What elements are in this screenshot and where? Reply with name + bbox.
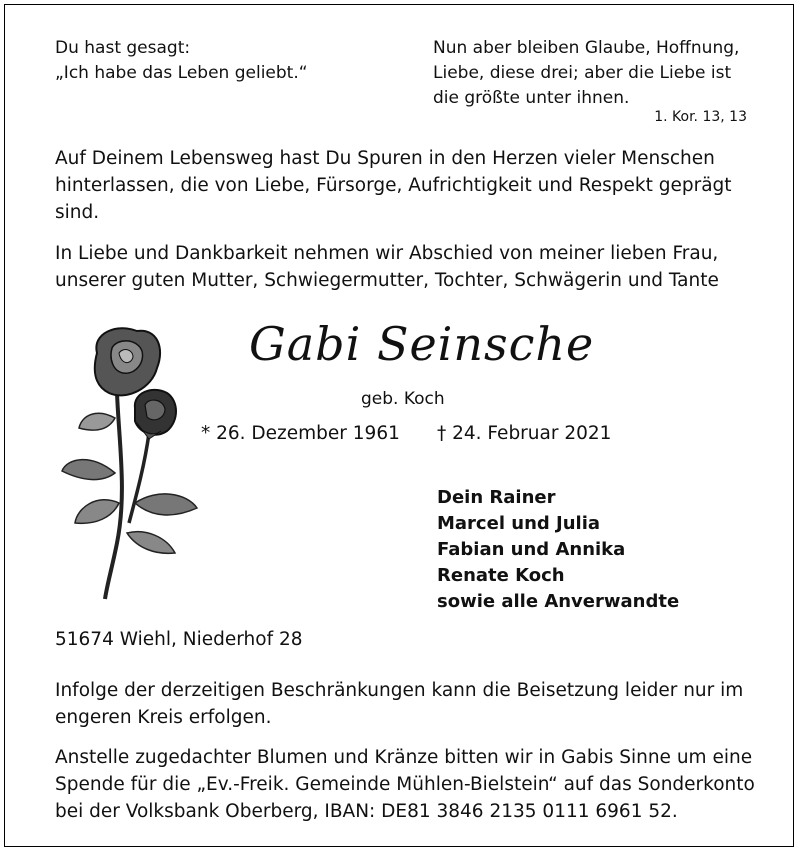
donation-line-1: Anstelle zugedachter Blumen und Kränze bitten wir in Gabis Sinne um eine [55, 747, 753, 768]
quote-right-line-3: die größte unter ihnen. [433, 88, 630, 108]
intro-line-2: hinterlassen, die von Liebe, Fürsorge, Aufrichtigkeit und Respekt geprägt [55, 175, 732, 196]
quote-left-line-1: Du hast gesagt: [55, 38, 191, 58]
mourner-2: Marcel und Julia [437, 513, 601, 534]
farewell-line-1: In Liebe und Dankbarkeit nehmen wir Abschied von meiner lieben Frau, [55, 243, 719, 264]
notice-line-2: engeren Kreis erfolgen. [55, 707, 272, 728]
mourner-5: sowie alle Anverwandte [437, 591, 680, 612]
farewell-line-2: unserer guten Mutter, Schwiegermutter, Tochter, Schwägerin und Tante [55, 270, 719, 291]
obituary-notice [4, 4, 794, 847]
rose-icon [57, 323, 227, 605]
intro-line-1: Auf Deinem Lebensweg hast Du Spuren in den Herzen vieler Menschen [55, 148, 715, 169]
birth-name: geb. Koch [361, 389, 445, 409]
quote-right-line-1: Nun aber bleiben Glaube, Hoffnung, [433, 38, 740, 58]
mourner-1: Dein Rainer [437, 487, 556, 508]
bible-reference: 1. Kor. 13, 13 [654, 109, 747, 125]
intro-line-3: sind. [55, 202, 100, 223]
birth-date: * 26. Dezember 1961 [201, 423, 400, 444]
donation-line-3: bei der Volksbank Oberberg, IBAN: DE81 3846 2135 0111 6961 52. [55, 801, 678, 822]
death-date: † 24. Februar 2021 [437, 423, 612, 444]
quote-left-line-2: „Ich habe das Leben geliebt.“ [55, 63, 308, 83]
mourner-3: Fabian und Annika [437, 539, 626, 560]
address: 51674 Wiehl, Niederhof 28 [55, 629, 303, 650]
donation-line-2: Spende für die „Ev.-Freik. Gemeinde Mühlen-Bielstein“ auf das Sonderkonto [55, 774, 755, 795]
quote-right-line-2: Liebe, diese drei; aber die Liebe ist [433, 63, 732, 83]
mourner-4: Renate Koch [437, 565, 565, 586]
deceased-name: Gabi Seinsche [249, 317, 595, 371]
notice-line-1: Infolge der derzeitigen Beschränkungen kann die Beisetzung leider nur im [55, 680, 744, 701]
